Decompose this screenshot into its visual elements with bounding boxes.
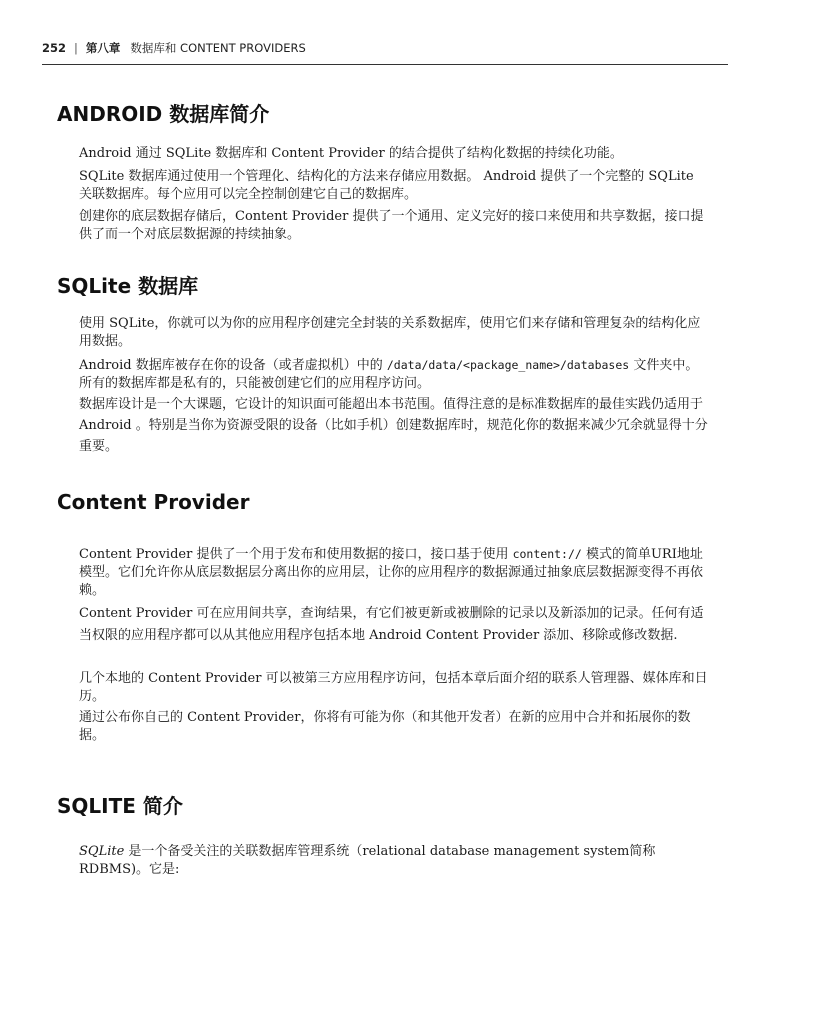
running-head [42, 40, 306, 56]
header-rule [42, 64, 728, 65]
paragraph: 数据库设计是一个大课题，它设计的知识面可能超出本书范围。值得注意的是标准数据库的最佳实践仍适用于 Android 。特别是当你为资源受限的设备（比如手机）创建数据库时，规范化你的数据来减少冗余就显得十分重要。 [79, 397, 708, 454]
text-span: 文件夹中。所有的数据库都是私有的，只能被创建它们的应用程序访问。 [79, 358, 699, 391]
text-span: Android 数据库被存在你的设备（或者虚拟机）中的 [79, 358, 387, 373]
header-separator: | [74, 41, 78, 55]
paragraph: 使用 SQLite，你就可以为你的应用程序创建完全封装的关系数据库，使用它们来存储和管理复杂的结构化应用数据。 [79, 316, 701, 349]
paragraph [79, 545, 709, 600]
paragraph: 通过公布你自己的 Content Provider，你将有可能为你（和其他开发者）在新的应用中合并和拓展你的数据。 [79, 710, 691, 743]
code-path: /data/data/<package_name>/databases [386, 358, 630, 372]
text-span: Content Provider 提供了一个用于发布和使用数据的接口，接口基于使用 [79, 547, 513, 562]
text-span: 模式的简单URI地址模型。它们允许你从底层数据层分离出你的应用层，让你的应用程序的数据源通过抽象底层数据源变得不再依赖。 [79, 547, 704, 598]
chapter-label: 第八章 [85, 41, 121, 55]
paragraph: 几个本地的 Content Provider 可以被第三方应用程序访问，包括本章后面介绍的联系人管理器、媒体库和日历。 [79, 671, 708, 704]
paragraph [79, 843, 709, 879]
text-span: 是一个备受关注的关联数据库管理系统（relational database management system简称RDBMS)。它是: [79, 844, 656, 877]
text-italic: SQLite [79, 844, 125, 859]
paragraph: 创建你的底层数据存储后，Content Provider 提供了一个通用、定义完好的接口来使用和共享数据，接口提供了而一个对底层数据源的持续抽象。 [79, 209, 704, 242]
paragraph: Content Provider 可在应用间共享，查询结果，有它们被更新或被删除的记录以及新添加的记录。任何有适当权限的应用程序都可以从其他应用程序包括本地 Android Content Provider 添加、移除或修改数据. [79, 606, 704, 643]
code-scheme: content:// [512, 547, 582, 561]
section-heading-sqlite-db: SQLite 数据库 [57, 274, 199, 298]
paragraph [79, 356, 709, 393]
section-heading-sqlite-intro: SQLITE 简介 [57, 794, 183, 818]
paragraph: SQLite 数据库通过使用一个管理化、结构化的方法来存储应用数据。 Android 提供了一个完整的 SQLite 关联数据库。每个应用可以完全控制创建它自己的数据库。 [79, 169, 694, 202]
chapter-title: 数据库和 CONTENT PROVIDERS [130, 41, 306, 55]
section-heading-android-db: ANDROID 数据库简介 [57, 102, 270, 126]
section-heading-content-provider: Content Provider [57, 490, 250, 514]
paragraph: Android 通过 SQLite 数据库和 Content Provider 的结合提供了结构化数据的持续化功能。 [79, 146, 623, 161]
page-number: 252 [42, 41, 67, 55]
